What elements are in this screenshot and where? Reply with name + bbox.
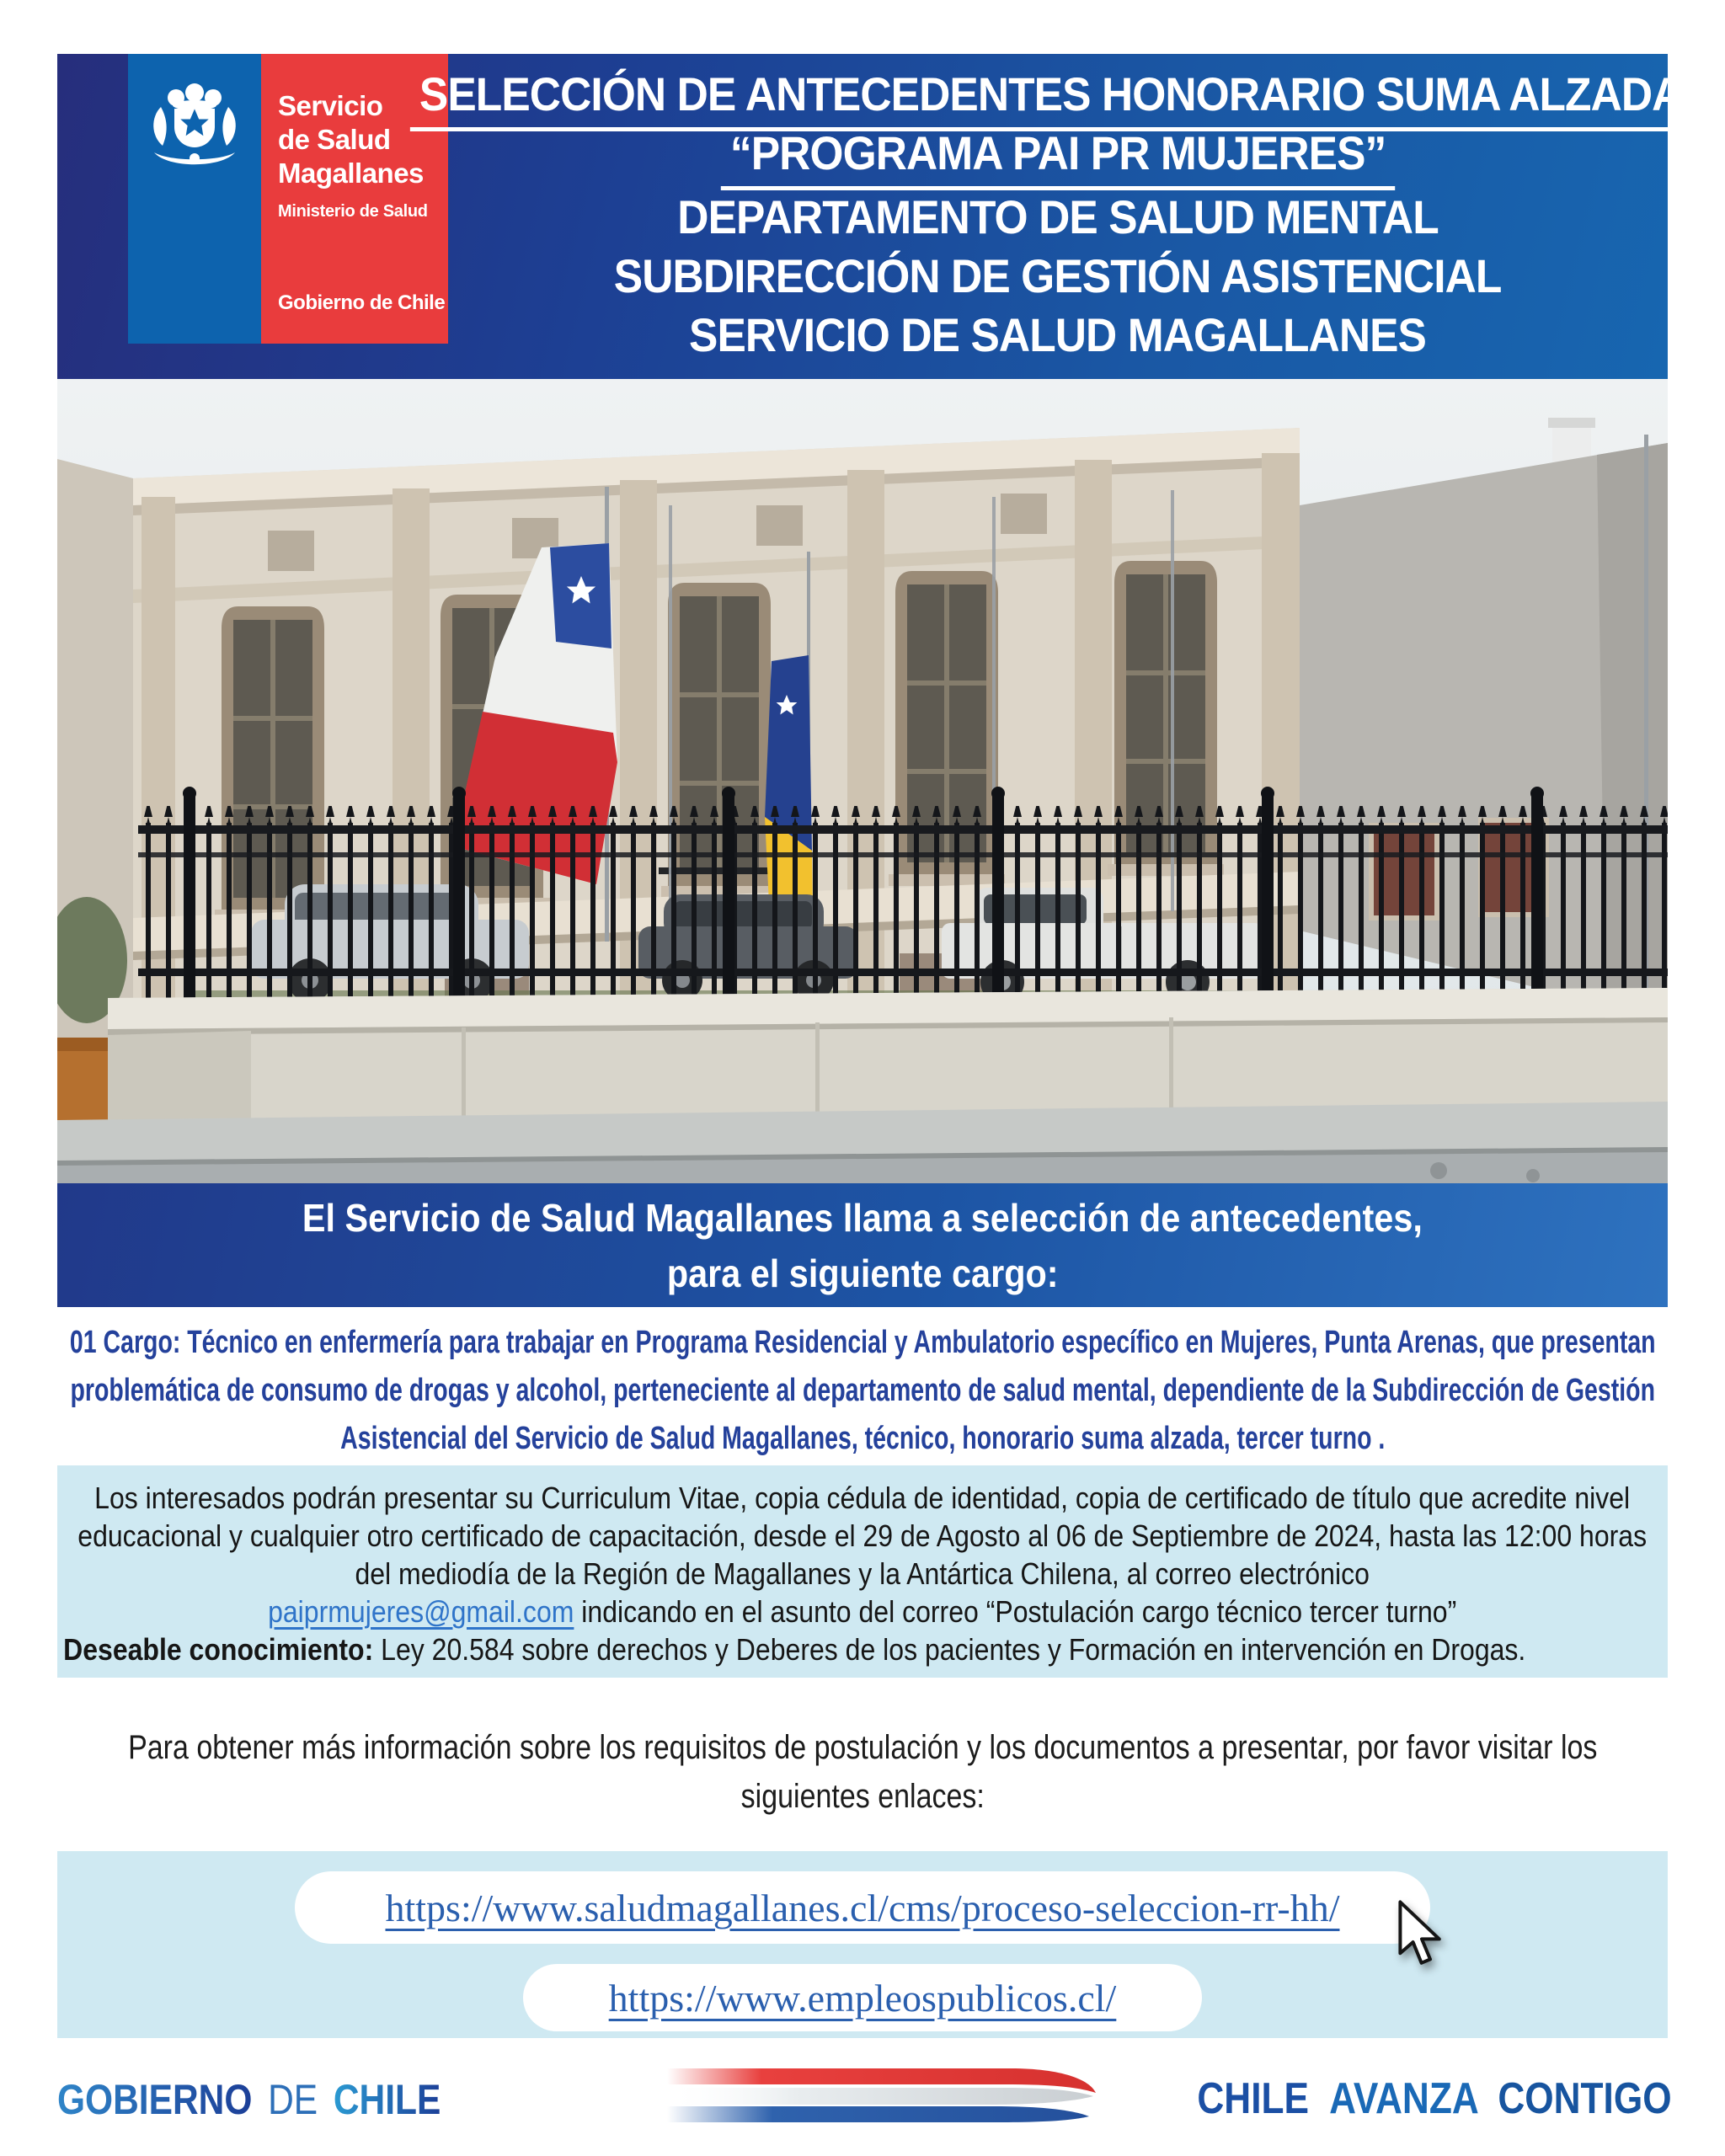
title-line-3: DEPARTAMENTO DE SALUD MENTAL [677,189,1439,243]
title-line-5: SERVICIO DE SALUD MAGALLANES [689,307,1427,361]
more-info-section [57,1723,1668,1821]
header-title-block [419,67,1696,364]
footer-avanza-contigo: CONTIGO [1498,2074,1672,2123]
announcement-banner [57,1183,1668,1307]
footer-chile: CHILE [333,2076,441,2123]
announcement-line-1: El Servicio de Salud Magallanes llama a selección de antecedentes, [302,1195,1423,1240]
title-line-4: SUBDIRECCIÓN DE GESTIÓN ASISTENCIAL [614,248,1502,302]
more-info-line-1: Para obtener más información sobre los requisitos de postulación y los documentos a presentar, por favor visitar los [128,1729,1598,1766]
logo-ministry-label: Ministerio de Salud [278,202,428,221]
announcement-line-2: para el siguiente cargo: [666,1251,1059,1295]
logo-service-name-line3: Magallanes [278,157,424,189]
logo-service-name-line1: Servicio [278,90,383,121]
saludmagallanes-link[interactable]: https://www.saludmagallanes.cl/cms/proceso-seleccion-rr-hh/ [385,1886,1340,1929]
footer-de: DE [268,2076,318,2123]
logo-blue-panel [128,54,261,344]
deseable-label: Deseable conocimiento: [63,1632,374,1667]
building-photo-illustration [57,379,1668,1183]
more-info-line-2: siguientes enlaces: [740,1778,985,1815]
logo-government-label: Gobierno de Chile [278,291,446,314]
link-pill-1[interactable] [295,1871,1430,1944]
chile-avanza-contigo-wordmark [1188,2073,1672,2124]
flag-ribbon-icon [633,2067,1105,2124]
cursor-icon [1398,1900,1445,1966]
cargo-section [57,1319,1668,1463]
title-line-1: SELECCIÓN DE ANTECEDENTES HONORARIO SUMA ALZADA: [354,69,1725,128]
logo-service-name-line2: de Salud [278,124,391,155]
email-after-text: indicando en el asunto del correo “Postulación cargo técnico tercer turno” [574,1594,1457,1629]
email-line [57,1593,1667,1630]
header-banner [57,54,1696,379]
iron-fence [138,787,1668,998]
building-photo [57,379,1668,1183]
deseable-line [57,1630,1667,1668]
link-pill-2[interactable] [523,1964,1202,2031]
cargo-paragraph: 01 Cargo: Técnico en enfermería para trabajar en Programa Residencial y Ambulatorio específico en Mujeres, Punta Arenas, que presentan problemática de consumo de drogas y alcohol, perteneciente al departamento de salud mental, dependiente de la Subdirección de Gestión Asistencial del Servicio de Salud Magallanes, técnico, honorario suma alzada, tercer turno . [69,1325,1656,1456]
gobierno-de-chile-wordmark [57,2075,441,2124]
empleospublicos-link[interactable]: https://www.empleospublicos.cl/ [608,1976,1117,2020]
email-link[interactable]: paiprmujeres@gmail.com [268,1594,574,1629]
footer-avanza-chile: CHILE [1197,2074,1310,2123]
deseable-text: Ley 20.584 sobre derechos y Deberes de los pacientes y Formación en intervención en Drogas. [373,1632,1526,1667]
footer-avanza-avanza: AVANZA [1329,2074,1478,2123]
footer-gobierno: GOBIERNO [57,2076,253,2123]
coat-of-arms-icon [144,83,245,177]
info-box [57,1465,1668,1678]
title-line-2: “PROGRAMA PAI PR MUJERES” [692,128,1424,187]
info-paragraph: Los interesados podrán presentar su Curriculum Vitae, copia cédula de identidad, copia de certificado de título que acredite nivel educacional y cualquier otro certificado de capacitación, desde el 29 de Agosto al 06 de Septiembre de 2024, hasta las 12:00 horas del mediodía de la Región de Magallanes y la Antártica Chilena, al correo electrónico [77,1481,1648,1591]
